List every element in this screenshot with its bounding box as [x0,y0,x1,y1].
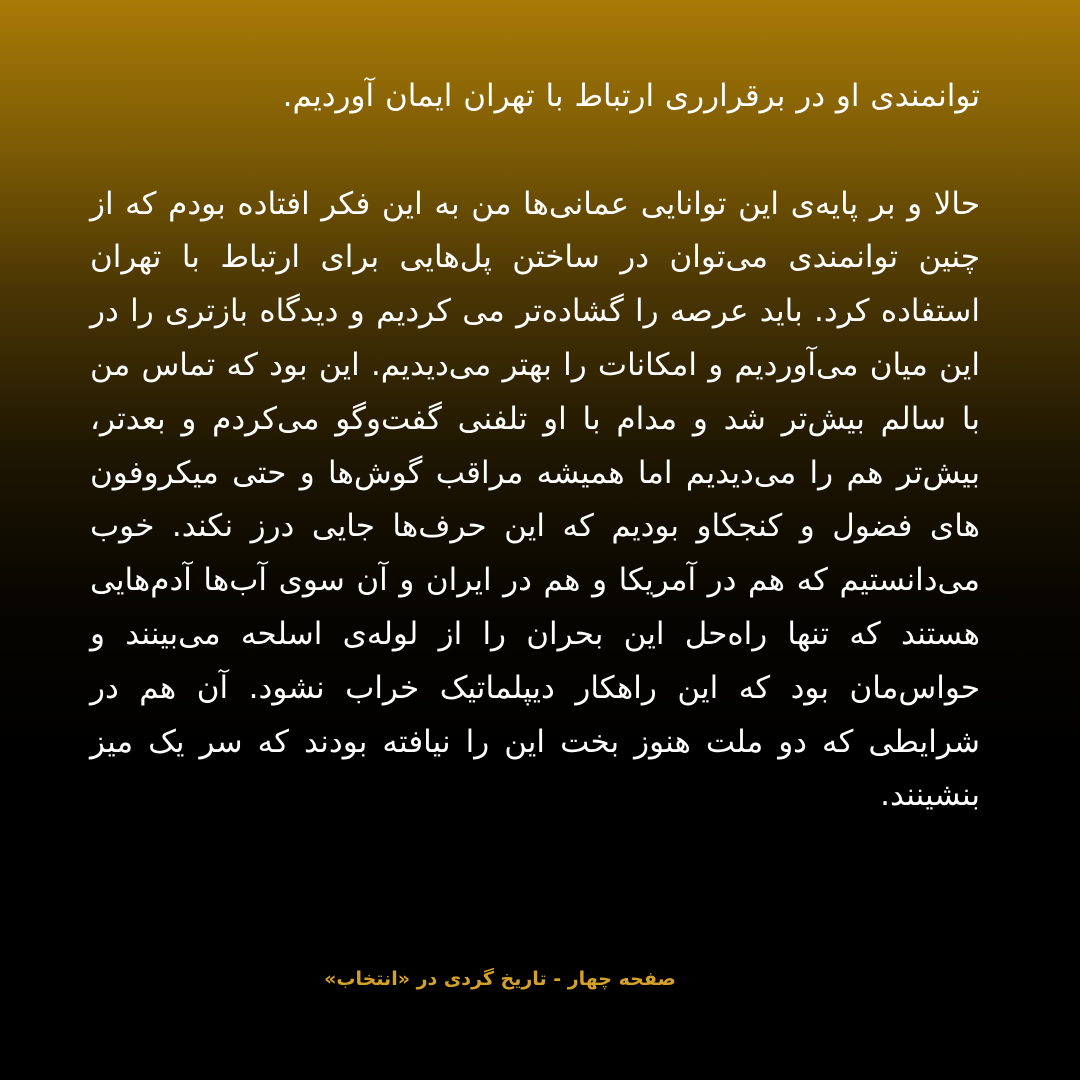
article-body [90,70,980,823]
page-footer-caption: صفحه چهار - تاریخ گردی در «انتخاب» [324,968,676,990]
article-paragraph-2: حالا و بر پایه‌ی این توانایی عمانی‌ها من به این فکر افتاده بودم که از چنین توانمندی می‌توان در ساختن پل‌هایی برای ارتباط با تهران استفاده کرد. باید عرصه را گشاده‌تر می کردیم و دیدگاه بازتری را در این میان می‌آوردیم و امکانات را بهتر می‌دیدیم. این بود که تماس من با سالم بیش‌تر شد و مدام با او تلفنی گفت‌وگو می‌کردم و بعدتر، بیش‌تر هم را می‌دیدیم اما همیشه مراقب گوش‌ها و حتی میکروفون های فضول و کنجکاو بودیم که این حرف‌ها جایی درز نکند. خوب می‌دانستیم که هم در آمریکا و هم در ایران و آن سوی آب‌ها آدم‌هایی هستند که تنها راه‌حل این بحران را از لوله‌ی اسلحه می‌بینند و حواس‌مان بود که این راهکار دیپلماتیک خراب نشود. آن هم در شرایطی که دو ملت هنوز بخت این را نیافته بودند که سر یک میز بنشینند. [90,185,980,814]
article-paragraph-1: توانمندی او در برقرارری ارتباط با تهران ایمان آوردیم. [282,78,980,114]
